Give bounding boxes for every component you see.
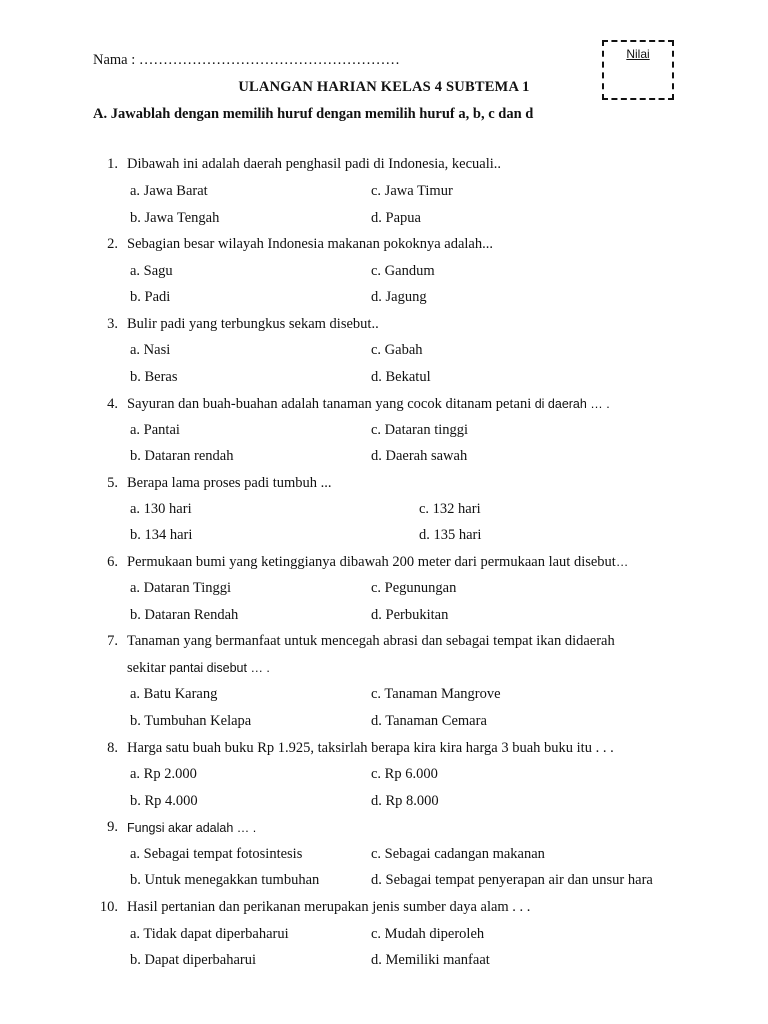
- option-d: d. Tanaman Cemara: [371, 713, 487, 729]
- score-label: Nilai: [626, 47, 650, 61]
- name-label: Nama: [93, 52, 128, 68]
- question-text: [127, 820, 256, 837]
- question-text: [127, 899, 530, 916]
- option-d: d. Papua: [371, 210, 421, 226]
- option-c: c. Sebagai cadangan makanan: [371, 846, 545, 862]
- question-number: 4.: [107, 396, 118, 412]
- option-b: b. Untuk menegakkan tumbuhan: [130, 872, 320, 888]
- question-text: [127, 633, 615, 650]
- option-c: c. Pegunungan: [371, 580, 457, 596]
- question-text-main: Harga satu buah buku Rp 1.925, taksirlah berapa kira kira harga 3 buah buku itu . . .: [127, 740, 614, 756]
- page-title: ULANGAN HARIAN KELAS 4 SUBTEMA 1: [238, 79, 530, 95]
- question-text-main: Sayuran dan buah-buahan adalah tanaman yang cocok ditanam petani: [127, 396, 532, 412]
- option-a: a. Pantai: [130, 422, 180, 438]
- option-b: b. Dataran rendah: [130, 448, 234, 464]
- question-text-main: Tanaman yang bermanfaat untuk mencegah abrasi dan sebagai tempat ikan didaerah: [127, 633, 615, 649]
- name-field: [93, 52, 400, 69]
- question-text-tail: pantai disebut … .: [165, 661, 270, 675]
- question-number: 1.: [107, 156, 118, 172]
- option-d: d. Bekatul: [371, 369, 431, 385]
- option-c: c. Gandum: [371, 263, 435, 279]
- name-blank-line: : ………………………………………………: [127, 52, 400, 68]
- option-b: b. Dapat diperbaharui: [130, 952, 257, 968]
- question-text-main: sekitar: [127, 660, 166, 676]
- question-text: [127, 236, 493, 253]
- option-c: c. Jawa Timur: [371, 183, 453, 199]
- option-b: b. Jawa Tengah: [130, 210, 220, 226]
- question-number: 3.: [107, 316, 118, 332]
- question-text: [127, 316, 379, 333]
- option-d: d. Rp 8.000: [371, 793, 439, 809]
- option-b: b. Rp 4.000: [130, 793, 198, 809]
- question-text-main: Berapa lama proses padi tumbuh ...: [127, 475, 332, 491]
- option-c: c. Rp 6.000: [371, 766, 438, 782]
- option-a: a. Jawa Barat: [130, 183, 208, 199]
- question-text: [127, 475, 332, 492]
- question-number: 8.: [107, 740, 118, 756]
- option-d: d. Jagung: [371, 289, 427, 305]
- question-number: 2.: [107, 236, 118, 252]
- option-a: a. 130 hari: [130, 501, 192, 517]
- question-text: [127, 156, 501, 173]
- question-number: 10.: [99, 899, 118, 915]
- question-text-main: Sebagian besar wilayah Indonesia makanan pokoknya adalah...: [127, 236, 493, 252]
- question-text: [127, 740, 614, 757]
- option-d: d. 135 hari: [419, 527, 482, 543]
- question-text: [127, 554, 628, 571]
- option-c: c. Tanaman Mangrove: [371, 686, 501, 702]
- option-c: c. Gabah: [371, 342, 423, 358]
- question-text-main: Bulir padi yang terbungkus sekam disebut..: [127, 316, 379, 332]
- option-b: b. Beras: [130, 369, 178, 385]
- question-text-line2: [127, 660, 270, 677]
- question-text-main: Permukaan bumi yang ketinggianya dibawah 200 meter dari permukaan laut disebut: [127, 554, 616, 570]
- question-text-tail: …: [615, 555, 629, 569]
- option-a: a. Sagu: [130, 263, 173, 279]
- option-a: a. Batu Karang: [130, 686, 218, 702]
- option-a: a. Tidak dapat diperbaharui: [130, 926, 289, 942]
- question-text-tail: di daerah … .: [531, 397, 610, 411]
- option-a: a. Dataran Tinggi: [130, 580, 232, 596]
- question-text-main: Hasil pertanian dan perikanan merupakan jenis sumber daya alam . . .: [127, 899, 531, 915]
- option-b: b. Dataran Rendah: [130, 607, 239, 623]
- option-d: d. Sebagai tempat penyerapan air dan unsur hara: [371, 872, 653, 888]
- option-d: d. Perbukitan: [371, 607, 449, 623]
- question-text: [127, 396, 610, 413]
- option-a: a. Sebagai tempat fotosintesis: [130, 846, 303, 862]
- option-b: b. 134 hari: [130, 527, 193, 543]
- option-d: d. Memiliki manfaat: [371, 952, 490, 968]
- question-text-main: Dibawah ini adalah daerah penghasil padi di Indonesia, kecuali..: [127, 156, 502, 172]
- question-text-tail: Fungsi akar adalah … .: [127, 821, 257, 835]
- question-number: 9.: [107, 819, 118, 835]
- option-c: c. Mudah diperoleh: [371, 926, 485, 942]
- option-c: c. Dataran tinggi: [371, 422, 469, 438]
- question-number: 5.: [107, 475, 118, 491]
- section-instruction: A. Jawablah dengan memilih huruf dengan memilih huruf a, b, c dan d: [93, 106, 534, 122]
- option-c: c. 132 hari: [419, 501, 481, 517]
- option-b: b. Tumbuhan Kelapa: [130, 713, 252, 729]
- option-b: b. Padi: [130, 289, 171, 305]
- option-a: a. Rp 2.000: [130, 766, 197, 782]
- option-a: a. Nasi: [130, 342, 171, 358]
- option-d: d. Daerah sawah: [371, 448, 468, 464]
- question-number: 7.: [107, 633, 118, 649]
- question-number: 6.: [107, 554, 118, 570]
